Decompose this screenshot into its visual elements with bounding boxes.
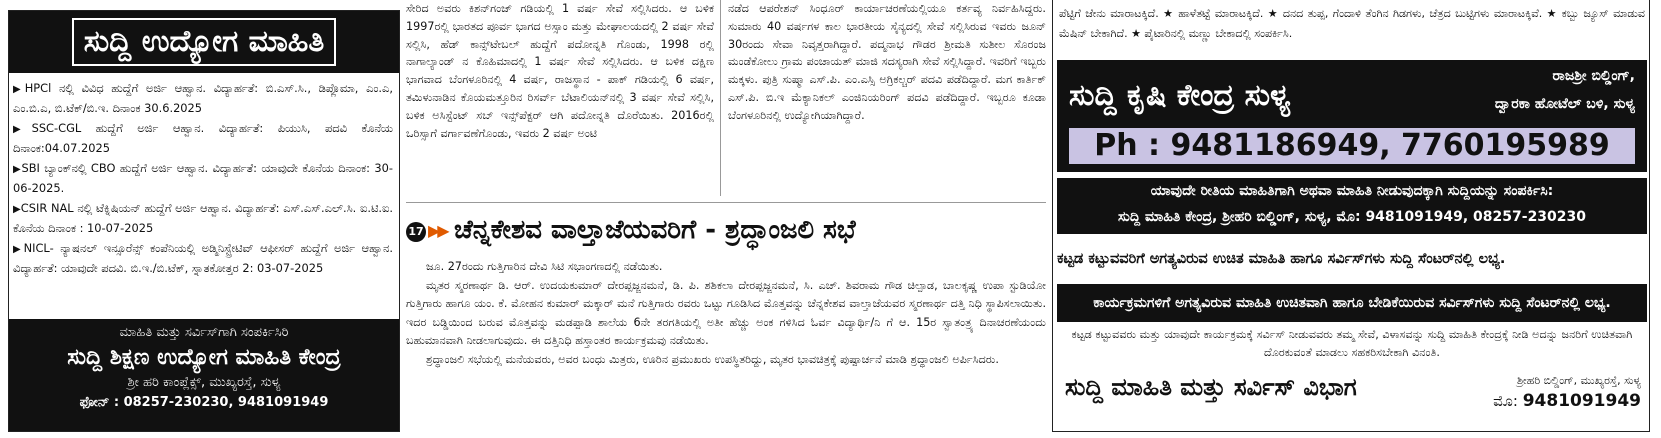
arrow-right-icon: ▶ <box>13 84 25 95</box>
job-item: ▶NICL- ನ್ಯಾಷನಲ್ ಇನ್ಸೂರೆನ್ಸ್ ಕಂಪೆನಿಯಲ್ಲಿ ಅಡ್ಮಿನಿಸ್ಟ್ರೇಟಿವ್ ಆಫೀಸರ್ ಹುದ್ದೆಗೆ ಅರ್ಜಿ ಆಹ್ವಾನ. ವಿದ್ಯಾರ್ಹತೆ: ಯಾವುದೇ ಪದವಿ. ಬಿ.ಇ./ಬಿ.ಟೆಕ್, ಸ್ನಾತಕೋತ್ತರ 2: 03-07-2025 <box>13 241 393 275</box>
services-request-text: ಕಟ್ಟಡ ಕಟ್ಟುವವರು ಮತ್ತು ಯಾವುದೇ ಕಾರ್ಯಕ್ರಮಕ್ಕೆ ಸರ್ವಿಸ್ ನೀಡುವವರು ತಮ್ಮ ಸೇವೆ, ವಿಳಾಸವನ್ನು ಸುದ್ದಿ ಮಾಹಿತಿ ಕೇಂದ್ರಕ್ಕೆ ನೀಡಿ ಅದನ್ನು ಜನರಿಗೆ ಉಚಿತವಾಗಿ ದೊರಕುವಂತೆ ಮಾಡಲು ಸಹಕರಿಸಬೇಕಾಗಿ ವಿನಂತಿ. <box>1071 328 1633 359</box>
news-text-column-b: ನಡೆದ ಆಪರೇಶನ್ ಸಿಂಧೂರ್ ಕಾರ್ಯಾಚರಣೆಯಲ್ಲಿಯೂ ಕರ್ತವ್ಯ ನಿರ್ವಹಿಸಿದ್ದರು. ಸುಮಾರು 40 ವರ್ಷಗಳ ಕಾಲ ಭಾರತೀಯ ಸೈನ್ಯದಲ್ಲಿ ಸೇವೆ ಸಲ್ಲಿಸಿರುವ ಇವರು ಜೂನ್ 30ರಂದು ಸೇವಾ ನಿವೃತ್ತರಾಗಿದ್ದಾರೆ. ಪದ್ಮನಾಭ ಗೌಡರ ಶ್ರೀಮತಿ ಸುಶೀಲ ಸೊರಂಜ ಮಂಡೆಕೋಲು ಗ್ರಾಮ ಪಂಚಾಯತ್ ಮಾಜಿ ಸದಸ್ಯರಾಗಿ ಸೇವೆ ಸಲ್ಲಿಸಿದ್ದಾರೆ. ಇವರಿಗೆ ಇಬ್ಬರು ಮಕ್ಕಳು. ಪುತ್ರಿ ಸುಷ್ಮಾ ಎಸ್.ಪಿ. ಎಂ.ಎಸ್ಸಿ ಅಗ್ರಿಕಲ್ಚರ್ ಪದವಿ ಪಡೆದಿದ್ದಾರೆ. ಮಗ ಕಾರ್ತಿಕ್ ಎಸ್.ಪಿ. ಬಿ.ಇ ಮೆಕ್ಯಾನಿಕಲ್ ಎಂಜಿನಿಯರಿಂಗ್ ಪದವಿ ಪಡೆದಿದ್ದಾರೆ. ಇಬ್ಬರೂ ಕೂಡಾ ಬೆಂಗಳೂರಿನಲ್ಲಿ ಉದ್ಯೋಗಿಯಾಗಿದ್ದಾರೆ. <box>728 2 1046 122</box>
arrow-right-icon: ▶ <box>13 204 21 215</box>
classifieds-column <box>1052 0 1650 432</box>
event-services-line: ಕಾರ್ಯಕ್ರಮಗಳಿಗೆ ಅಗತ್ಯವಿರುವ ಮಾಹಿತಿ ಉಚಿತವಾಗಿ ಹಾಗೂ ಬೇಡಿಕೆಯಿರುವ ಸರ್ವಿಸ್‌ಗಳು ಸುದ್ದಿ ಸೆಂಟರ್‌ನಲ್ಲಿ ಲಭ್ಯ. <box>1057 284 1647 322</box>
footer-phone: ಫೋನ್ : 08257-230230, 9481091949 <box>79 395 329 410</box>
news-heading <box>406 210 1046 250</box>
job-item: ▶CSIR NAL ನಲ್ಲಿ ಟೆಕ್ನಿಷಿಯನ್ ಹುದ್ದೆಗೆ ಅರ್ಜಿ ಆಹ್ವಾನ. ವಿದ್ಯಾರ್ಹತೆ: ಎಸ್.ಎಸ್.ಎಲ್.ಸಿ. ಐ.ಟಿ.ಐ. ಕೊನೆಯ ದಿನಾಂಕ : 10-07-2025 <box>13 201 393 235</box>
news-paragraph: ಶ್ರದ್ಧಾಂಜಲಿ ಸಭೆಯಲ್ಲಿ ಮನೆಯವರು, ಅವರ ಬಂಧು ಮಿತ್ರರು, ಊರಿನ ಪ್ರಮುಖರು ಉಪಸ್ಥಿತರಿದ್ದು, ಮೃತರ ಭಾವಚಿತ್ರಕ್ಕೆ ಪುಷ್ಪಾರ್ಚನೆ ಮಾಡಿ ಶ್ರದ್ಧಾಂಜಲಿ ಅರ್ಪಿಸಿದರು. <box>426 352 999 366</box>
arrow-right-icon: ▶ <box>13 164 22 175</box>
news-number-badge: 17 <box>406 222 426 242</box>
news-title: ಚೆನ್ನಕೇಶವ ವಾಲ್ತಾಜೆಯವರಿಗೆ - ಶ್ರದ್ಧಾಂಜಲಿ ಸಭೆ <box>454 215 856 245</box>
service-dept-address: ಶ್ರೀಹರಿ ಬಿಲ್ಡಿಂಗ್, ಮುಖ್ಯರಸ್ತೆ, ಸುಳ್ಯ <box>1517 374 1641 387</box>
arrow-right-icon: ▶ <box>13 124 32 135</box>
agri-center-address-line1: ರಾಜಶ್ರೀ ಬಿಲ್ಡಿಂಗ್, <box>1552 68 1635 84</box>
section-divider <box>406 202 1046 203</box>
job-item: ▶HPCl ನಲ್ಲಿ ವಿವಿಧ ಹುದ್ದೆಗೆ ಅರ್ಜಿ ಆಹ್ವಾನ. ವಿದ್ಯಾರ್ಹತೆ: ಬಿ.ಎಸ್.ಸಿ., ಡಿಪ್ಲೊಮಾ, ಎಂ.ಎ, ಎಂ.ಬಿ.ಎ, ಬಿ.ಟೆಕ್/ಬಿ.ಇ. ದಿನಾಂಕ 30.6.2025 <box>13 81 393 115</box>
agri-center-name: ಸುದ್ದಿ ಕೃಷಿ ಕೇಂದ್ರ ಸುಳ್ಯ <box>1069 78 1291 113</box>
phone-label: ಮೊ: <box>1493 392 1518 410</box>
job-info-footer <box>9 319 399 431</box>
phone-number: 9481091949 <box>1522 391 1641 411</box>
arrow-right-icon: ▶ <box>13 244 24 255</box>
news-text-column-a: ಸೇರಿದ ಅವರು ಕಿಶನ್‌ಗಂಜ್ ಗಡಿಯಲ್ಲಿ 1 ವರ್ಷ ಸೇವೆ ಸಲ್ಲಿಸಿದರು. ಆ ಬಳಿಕ 1997ರಲ್ಲಿ ಭಾರತದ ಪೂರ್ವ ಭಾಗದ ಅಸ್ಸಾಂ ಮತ್ತು ಮೇಘಾಲಯದಲ್ಲಿ 2 ವರ್ಷ ಸೇವೆ ಸಲ್ಲಿಸಿ, ಹೆಡ್ ಕಾನ್ಸ್‌ಟೇಬಲ್ ಹುದ್ದೆಗೆ ಪದೋನ್ನತಿ ಗೊಂಡು, 1998 ರಲ್ಲಿ ನಾಗಾಲ್ಯಾಂಡ್ ನ ಕೊಹಿಮಾದಲ್ಲಿ 1 ವರ್ಷ ಸೇವೆ ಸಲ್ಲಿಸಿದರು. ಆ ಬಳಿಕ ದಕ್ಷಿಣ ಭಾಗವಾದ ಬೆಂಗಳೂರಿನಲ್ಲಿ 4 ವರ್ಷ, ರಾಜಸ್ಥಾನ - ಪಾಕ್ ಗಡಿಯಲ್ಲಿ 6 ವರ್ಷ, ತಮಿಳುನಾಡಿನ ಕೊಯಮತ್ತೂರಿನ ರಿಸರ್ವ್ ಬೆಟಾಲಿಯನ್‌ನಲ್ಲಿ 3 ವರ್ಷ ಸೇವೆ ಸಲ್ಲಿಸಿ, ಬಳಿಕ ಅಸಿಸ್ಟೆಂಟ್ ಸಬ್ ಇನ್ಸ್‌ಪೆಕ್ಟರ್ ಆಗಿ ಪದೋನ್ನತಿ ದೊರೆಯಿತು. 2016ರಲ್ಲಿ ಒರಿಸ್ಸಾಗೆ ವರ್ಗಾವಣೆಗೊಂಡು, ಇವರು 2 ವರ್ಷ ಅಂಟಿ <box>406 2 714 140</box>
job-info-header <box>9 11 399 73</box>
news-column <box>406 0 1046 438</box>
job-info-title: ಸುದ್ದಿ ಉದ್ಯೋಗ ಮಾಹಿತಿ <box>72 18 337 66</box>
double-chevron-icon: ▶▶ <box>428 221 447 240</box>
agri-center-address-line2: ದ್ವಾರಕಾ ಹೋಟೆಲ್ ಬಳಿ, ಸುಳ್ಯ <box>1494 96 1635 112</box>
news-paragraph: ಮೃತರ ಸ್ಮರಣಾರ್ಥ ಡಿ. ಆರ್. ಉದಯಕುಮಾರ್ ದೇರಪ್ಪಜ್ಜನಮನೆ, ಡಿ. ಪಿ. ಶಶಿಕಲಾ ದೇರಪ್ಪಜ್ಜನಮನೆ, ಸಿ. ಎಚ್. ಶಿವರಾಮ ಗೌಡ ಚಿಲ್ಪಾಡ, ಬಾಲಕೃಷ್ಣ ಉಪಾ ಸ್ಟುಡಿಯೋ ಗುತ್ತಿಗಾರು ಹಾಗೂ ಯಂ. ಕೆ. ಮೋಹನ ಕುಮಾರ್ ಮಕ್ಕಾರ್ ಮನೆ ಗುತ್ತಿಗಾರು ರವರು ಒಟ್ಟು ಗೂಡಿಸಿದ ಮೊತ್ತವನ್ನು ಚೆನ್ನಕೇಶವ ವಾಲ್ತಾಜೆಯವರ ಸ್ಮರಣಾರ್ಥ ದತ್ತಿ ನಿಧಿ ಸ್ಥಾಪಿಸಲಾಯಿತು. ಇದರ ಬಡ್ಡಿಯಿಂದ ಬರುವ ಮೊತ್ತವನ್ನು ಮಡಪ್ಪಾಡಿ ಶಾಲೆಯ 6ನೇ ತರಗತಿಯಲ್ಲಿ ಅತೀ ಹೆಚ್ಚು ಅಂಕ ಗಳಿಸಿದ ಓರ್ವ ವಿದ್ಯಾರ್ಥಿ/ನಿ ಗೆ ಆ. 15ರ ಸ್ವಾತಂತ್ರ್ಯ ದಿನಾಚರಣೆಯಂದು ಬಹುಮಾನವಾಗಿ ನೀಡಲಾಗುವುದು. ಈ ದತ್ತಿನಿಧಿ ಹಸ್ತಾಂತರ ಕಾರ್ಯಕ್ರಮವು ನಡೆಯಿತು. <box>406 278 1046 348</box>
column-divider <box>720 0 721 196</box>
footer-center-name: ಸುದ್ದಿ ಶಿಕ್ಷಣ ಉದ್ಯೋಗ ಮಾಹಿತಿ ಕೇಂದ್ರ <box>67 345 341 370</box>
service-dept-name: ಸುದ್ದಿ ಮಾಹಿತಿ ಮತ್ತು ಸರ್ವಿಸ್ ವಿಭಾಗ <box>1065 373 1357 401</box>
news-continued <box>406 0 1046 200</box>
footer-contact-label: ಮಾಹಿತಿ ಮತ್ತು ಸರ್ವಿಸ್‌ಗಾಗಿ ಸಂಪರ್ಕಿಸಿರಿ <box>119 325 289 340</box>
job-item: ▶SSC-CGL ಹುದ್ದೆಗೆ ಅರ್ಜಿ ಆಹ್ವಾನ. ವಿದ್ಯಾರ್ಹತೆ: ಪಿಯುಸಿ, ಪದವಿ ಕೊನೆಯ ದಿನಾಂಕ:04.07.2025 <box>13 121 393 155</box>
building-services-line: ಕಟ್ಟಡ ಕಟ್ಟುವವರಿಗೆ ಅಗತ್ಯವಿರುವ ಉಚಿತ ಮಾಹಿತಿ ಹಾಗೂ ಸರ್ವಿಸ್‌ಗಳು ಸುದ್ದಿ ಸೆಂಟರ್‌ನಲ್ಲಿ ಲಭ್ಯ. <box>1057 251 1506 267</box>
agri-center-phone: Ph : 9481186949, 7760195989 <box>1069 128 1635 164</box>
news-paragraph: ಜೂ. 27ರಂದು ಗುತ್ತಿಗಾರಿನ ದೇವಿ ಸಿಟಿ ಸಭಾಂಗಣದಲ್ಲಿ ನಡೆಯಿತು. <box>426 260 663 273</box>
footer-address: ಶ್ರೀ ಹರಿ ಕಾಂಪ್ಲೆಕ್ಸ್, ಮುಖ್ಯರಸ್ತೆ, ಸುಳ್ಯ <box>127 375 281 390</box>
agri-center-ad <box>1057 60 1647 172</box>
job-list <box>9 73 399 278</box>
service-dept-phone <box>1493 390 1641 412</box>
news-body <box>406 258 1046 370</box>
job-item: ▶SBI ಬ್ಯಾಂಕ್‌ನಲ್ಲಿ CBO ಹುದ್ದೆಗೆ ಅರ್ಜಿ ಆಹ್ವಾನ. ವಿದ್ಯಾರ್ಹತೆ: ಯಾವುದೇ ಕೊನೆಯ ದಿನಾಂಕ: 30-06-2025. <box>13 161 393 195</box>
info-center-contact <box>1057 178 1647 234</box>
job-info-box <box>8 10 400 432</box>
classified-listings: ಪೆಟ್ಟಿಗೆ ಜೇನು ಮಾರಾಟಕ್ಕಿದೆ. ★ ಹಾಳೆತಟ್ಟೆ ಮಾರಾಟಕ್ಕಿದೆ. ★ ದನದ ತುಪ್ಪ, ಗೆಂದಾಳಿ ತೆಂಗಿನ ಗಿಡಗಳು, ಚೆತ್ರದ ಬುಟ್ಟಿಗಳು ಮಾರಾಟಕ್ಕಿವೆ. ★ ಕಬ್ಬು ಜ್ಯೂಸ್ ಮಾಡುವ ಮೆಷಿನ್ ಬೇಕಾಗಿದೆ. ★ ಪೈಟಾರಿನಲ್ಲಿ ಮಣ್ಣು ಬೇಕಾದಲ್ಲಿ ಸಂಪರ್ಕಿಸಿ. <box>1059 7 1645 40</box>
info-center-details: ಸುದ್ದಿ ಮಾಹಿತಿ ಕೇಂದ್ರ, ಶ್ರೀಹರಿ ಬಿಲ್ಡಿಂಗ್, ಸುಳ್ಯ, ಮೊ: 9481091949, 08257-230230 <box>1117 209 1587 225</box>
info-center-prompt: ಯಾವುದೇ ರೀತಿಯ ಮಾಹಿತಿಗಾಗಿ ಅಥವಾ ಮಾಹಿತಿ ನೀಡುವುದಕ್ಕಾಗಿ ಸುದ್ದಿಯನ್ನು ಸಂಪರ್ಕಿಸಿ: <box>1150 183 1554 199</box>
